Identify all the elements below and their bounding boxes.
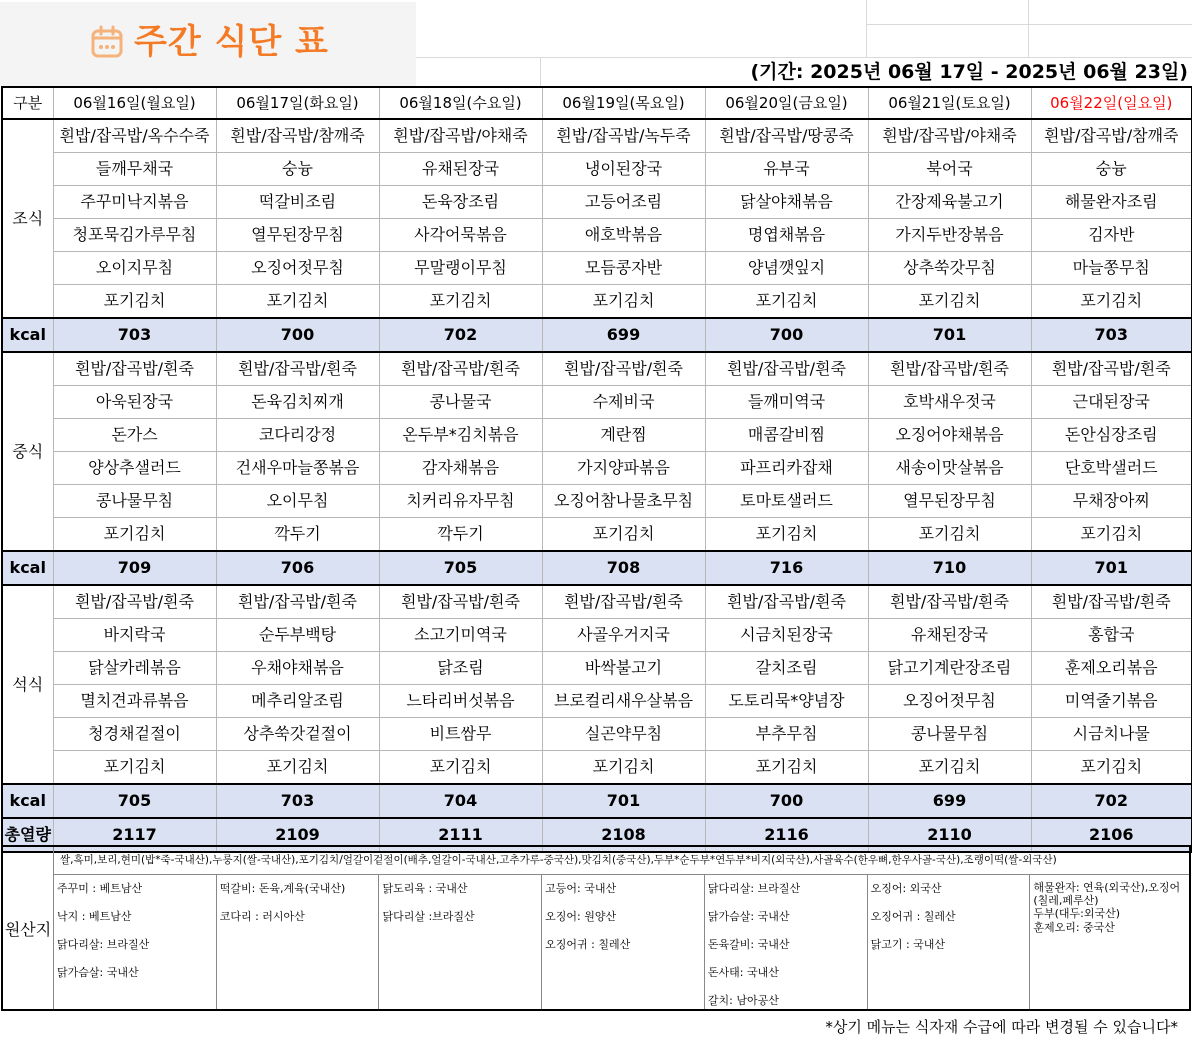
menu-item: 포기김치 — [542, 285, 705, 319]
menu-row — [2, 119, 1192, 153]
origin-entry: 닭다리살: 브라질산 — [57, 938, 150, 951]
menu-item: 아욱된장국 — [53, 386, 216, 419]
menu-item: 근대된장국 — [1031, 386, 1192, 419]
menu-row — [2, 352, 1192, 386]
menu-item: 흰밥/잡곡밥/흰죽 — [216, 352, 379, 386]
total-label: 총열량 — [2, 818, 53, 852]
origin-entry: 낙지 : 베트남산 — [57, 910, 132, 923]
origin-entry: 닭다리살 :브라질산 — [382, 910, 475, 923]
menu-item: 포기김치 — [1031, 751, 1192, 785]
menu-item: 사골우거지국 — [542, 619, 705, 652]
menu-item: 포기김치 — [1031, 285, 1192, 319]
menu-item: 포기김치 — [379, 751, 542, 785]
kcal-value: 710 — [868, 551, 1031, 585]
origin-entry: 고등어: 국내산 — [545, 882, 617, 895]
menu-item: 돈안심장조림 — [1031, 419, 1192, 452]
origin-column — [54, 875, 217, 1009]
menu-item: 포기김치 — [216, 751, 379, 785]
origin-column — [705, 875, 868, 1009]
menu-row — [2, 386, 1192, 419]
menu-item: 냉이된장국 — [542, 153, 705, 186]
menu-item: 열무된장무침 — [216, 219, 379, 252]
menu-item: 닭살카레볶음 — [53, 652, 216, 685]
total-value: 2108 — [542, 818, 705, 852]
menu-item: 흰밥/잡곡밥/녹두죽 — [542, 119, 705, 153]
kcal-value: 703 — [1031, 318, 1192, 352]
menu-item: 포기김치 — [379, 285, 542, 319]
menu-item: 포기김치 — [542, 518, 705, 552]
menu-item: 가지두반장볶음 — [868, 219, 1031, 252]
menu-item: 포기김치 — [53, 285, 216, 319]
menu-item: 비트쌈무 — [379, 718, 542, 751]
day-header: 06월21일(토요일) — [868, 87, 1031, 119]
kcal-row — [2, 784, 1192, 818]
menu-item: 깍두기 — [379, 518, 542, 552]
menu-item: 돈육김치찌개 — [216, 386, 379, 419]
total-value: 2110 — [868, 818, 1031, 852]
day-header: 06월22일(일요일) — [1031, 87, 1192, 119]
menu-item: 흰밥/잡곡밥/흰죽 — [868, 352, 1031, 386]
origin-entry: 닭도리육 : 국내산 — [382, 882, 468, 895]
menu-item: 닭고기계란장조림 — [868, 652, 1031, 685]
menu-item: 실곤약무침 — [542, 718, 705, 751]
menu-item: 바지락국 — [53, 619, 216, 652]
menu-item: 온두부*김치볶음 — [379, 419, 542, 452]
menu-item: 열무된장무침 — [868, 485, 1031, 518]
period-range: (기간: 2025년 06월 17일 - 2025년 06월 23일) — [750, 61, 1188, 83]
title-banner — [0, 2, 416, 86]
menu-row — [2, 452, 1192, 485]
origin-entry: 돈육갈비: 국내산 — [707, 938, 790, 951]
menu-item: 깍두기 — [216, 518, 379, 552]
menu-item: 흰밥/잡곡밥/흰죽 — [216, 585, 379, 619]
origin-entry: 오징어귀 : 칠레산 — [545, 938, 631, 951]
menu-item: 무말랭이무침 — [379, 252, 542, 285]
header-label: 구분 — [2, 87, 53, 119]
kcal-label: kcal — [2, 551, 53, 585]
menu-item: 흰밥/잡곡밥/참깨죽 — [216, 119, 379, 153]
menu-item: 흰밥/잡곡밥/흰죽 — [705, 585, 868, 619]
kcal-value: 708 — [542, 551, 705, 585]
menu-item: 포기김치 — [216, 285, 379, 319]
menu-item: 바싹불고기 — [542, 652, 705, 685]
menu-item: 건새우마늘쫑볶음 — [216, 452, 379, 485]
menu-row — [2, 718, 1192, 751]
menu-item: 포기김치 — [542, 751, 705, 785]
menu-item: 계란찜 — [542, 419, 705, 452]
menu-item: 해물완자조림 — [1031, 186, 1192, 219]
menu-item: 상추쑥갓무침 — [868, 252, 1031, 285]
menu-item: 유채된장국 — [379, 153, 542, 186]
menu-item: 포기김치 — [705, 285, 868, 319]
menu-item: 흰밥/잡곡밥/흰죽 — [379, 352, 542, 386]
kcal-value: 703 — [216, 784, 379, 818]
calendar-icon — [90, 25, 124, 59]
menu-item: 흰밥/잡곡밥/흰죽 — [1031, 352, 1192, 386]
menu-row — [2, 285, 1192, 319]
kcal-row — [2, 551, 1192, 585]
menu-table — [1, 86, 1192, 853]
menu-item: 흰밥/잡곡밥/흰죽 — [868, 585, 1031, 619]
origin-entry: 닭고기 : 국내산 — [870, 938, 946, 951]
menu-item: 감자채볶음 — [379, 452, 542, 485]
origin-column — [542, 875, 705, 1009]
origin-entry: 오징어: 외국산 — [870, 882, 942, 895]
kcal-value: 704 — [379, 784, 542, 818]
menu-row — [2, 652, 1192, 685]
menu-item: 유부국 — [705, 153, 868, 186]
origin-entry: 코다리 : 러시아산 — [219, 910, 305, 923]
menu-item: 갈치조림 — [705, 652, 868, 685]
menu-item: 부추무침 — [705, 718, 868, 751]
total-value: 2116 — [705, 818, 868, 852]
menu-item: 숭늉 — [216, 153, 379, 186]
kcal-value: 705 — [379, 551, 542, 585]
menu-item: 돈육장조림 — [379, 186, 542, 219]
day-header: 06월17일(화요일) — [216, 87, 379, 119]
kcal-value: 699 — [542, 318, 705, 352]
menu-item: 명엽채볶음 — [705, 219, 868, 252]
menu-row — [2, 751, 1192, 785]
menu-item: 콩나물무침 — [53, 485, 216, 518]
origin-entry: 닭가슴살: 국내산 — [707, 910, 790, 923]
kcal-value: 700 — [216, 318, 379, 352]
menu-item: 포기김치 — [868, 285, 1031, 319]
kcal-value: 703 — [53, 318, 216, 352]
menu-item: 포기김치 — [53, 751, 216, 785]
kcal-label: kcal — [2, 784, 53, 818]
menu-item: 코다리강정 — [216, 419, 379, 452]
menu-item: 청경채겉절이 — [53, 718, 216, 751]
origin-entry: 갈치: 남아공산 — [707, 994, 779, 1007]
menu-row — [2, 485, 1192, 518]
menu-item: 도토리묵*양념장 — [705, 685, 868, 718]
origin-column — [217, 875, 380, 1009]
origin-entry: 돈사태: 국내산 — [707, 966, 779, 979]
menu-item: 사각어묵볶음 — [379, 219, 542, 252]
menu-item: 호박새우젓국 — [868, 386, 1031, 419]
origin-entry: 닭가슴살: 국내산 — [57, 966, 139, 979]
menu-item: 시금치된장국 — [705, 619, 868, 652]
menu-item: 가지양파볶음 — [542, 452, 705, 485]
meal-label: 석식 — [2, 585, 53, 784]
menu-row — [2, 186, 1192, 219]
menu-item: 김자반 — [1031, 219, 1192, 252]
origin-entry: 두부(대두:외국산) — [1033, 907, 1120, 920]
menu-item: 홍합국 — [1031, 619, 1192, 652]
origin-entry: 오징어: 원양산 — [545, 910, 617, 923]
menu-item: 오이무침 — [216, 485, 379, 518]
origin-entry: 주꾸미 : 베트남산 — [57, 882, 143, 895]
menu-item: 흰밥/잡곡밥/흰죽 — [542, 352, 705, 386]
menu-row — [2, 685, 1192, 718]
total-value: 2111 — [379, 818, 542, 852]
menu-item: 흰밥/잡곡밥/흰죽 — [53, 585, 216, 619]
menu-item: 치커리유자무침 — [379, 485, 542, 518]
menu-item: 토마토샐러드 — [705, 485, 868, 518]
origin-entry: 떡갈비: 돈육,계육(국내산) — [219, 882, 346, 895]
menu-item: 순두부백탕 — [216, 619, 379, 652]
menu-row — [2, 419, 1192, 452]
menu-item: 멸치견과류볶음 — [53, 685, 216, 718]
menu-item: 닭살야채볶음 — [705, 186, 868, 219]
meal-label: 조식 — [2, 119, 53, 318]
origin-common: 쌀,흑미,보리,현미(밥*죽-국내산),누룽지(쌀-국내산),포기김치/얼갈이겉절이(배추,얼갈이-국내산,고추가루-중국산),맛김치(중국산),두부*순두부*연두부*비지(외국산),사골육수(한우뼈,한우사골-국산),조랭이떡(쌀-외국산) — [54, 847, 1189, 875]
menu-row — [2, 585, 1192, 619]
kcal-value: 701 — [868, 318, 1031, 352]
kcal-value: 699 — [868, 784, 1031, 818]
menu-item: 시금치나물 — [1031, 718, 1192, 751]
menu-item: 흰밥/잡곡밥/흰죽 — [542, 585, 705, 619]
origin-section — [1, 845, 1191, 1011]
origin-entry: 닭다리살: 브라질산 — [707, 882, 801, 895]
kcal-row — [2, 318, 1192, 352]
menu-item: 포기김치 — [705, 518, 868, 552]
origin-label: 원산지 — [3, 847, 54, 1009]
day-header: 06월18일(수요일) — [379, 87, 542, 119]
menu-item: 우채야채볶음 — [216, 652, 379, 685]
menu-item: 포기김치 — [705, 751, 868, 785]
kcal-value: 702 — [379, 318, 542, 352]
menu-item: 흰밥/잡곡밥/흰죽 — [379, 585, 542, 619]
menu-item: 흰밥/잡곡밥/참깨죽 — [1031, 119, 1192, 153]
menu-item: 오징어젓무침 — [216, 252, 379, 285]
header-row — [2, 87, 1192, 119]
menu-item: 오징어참나물초무침 — [542, 485, 705, 518]
menu-item: 파프리카잡채 — [705, 452, 868, 485]
menu-item: 단호박샐러드 — [1031, 452, 1192, 485]
kcal-value: 701 — [542, 784, 705, 818]
menu-row — [2, 153, 1192, 186]
menu-item: 애호박볶음 — [542, 219, 705, 252]
menu-row — [2, 518, 1192, 552]
kcal-value: 709 — [53, 551, 216, 585]
origin-columns — [54, 875, 1189, 1009]
menu-item: 소고기미역국 — [379, 619, 542, 652]
menu-item: 오징어젓무침 — [868, 685, 1031, 718]
menu-item: 양상추샐러드 — [53, 452, 216, 485]
menu-item: 흰밥/잡곡밥/야채죽 — [868, 119, 1031, 153]
footnote: *상기 메뉴는 식자재 수급에 따라 변경될 수 있습니다* — [825, 1018, 1178, 1036]
menu-item: 간장제육불고기 — [868, 186, 1031, 219]
menu-item: 떡갈비조림 — [216, 186, 379, 219]
origin-column — [868, 875, 1031, 1009]
kcal-value: 700 — [705, 784, 868, 818]
kcal-value: 706 — [216, 551, 379, 585]
menu-item: 흰밥/잡곡밥/흰죽 — [53, 352, 216, 386]
menu-item: 흰밥/잡곡밥/옥수수죽 — [53, 119, 216, 153]
menu-item: 흰밥/잡곡밥/흰죽 — [1031, 585, 1192, 619]
origin-column — [379, 875, 542, 1009]
menu-row — [2, 219, 1192, 252]
menu-item: 흰밥/잡곡밥/흰죽 — [705, 352, 868, 386]
menu-item: 콩나물국 — [379, 386, 542, 419]
menu-item: 유채된장국 — [868, 619, 1031, 652]
menu-item: 들깨미역국 — [705, 386, 868, 419]
menu-item: 메추리알조림 — [216, 685, 379, 718]
menu-item: 미역줄기볶음 — [1031, 685, 1192, 718]
menu-item: 새송이맛살볶음 — [868, 452, 1031, 485]
menu-item: 브로컬리새우살볶음 — [542, 685, 705, 718]
menu-item: 돈가스 — [53, 419, 216, 452]
kcal-value: 702 — [1031, 784, 1192, 818]
menu-item: 무채장아찌 — [1031, 485, 1192, 518]
kcal-value: 705 — [53, 784, 216, 818]
day-header: 06월16일(월요일) — [53, 87, 216, 119]
menu-item: 포기김치 — [1031, 518, 1192, 552]
total-value: 2117 — [53, 818, 216, 852]
menu-item: 흰밥/잡곡밥/야채죽 — [379, 119, 542, 153]
kcal-label: kcal — [2, 318, 53, 352]
menu-item: 오이지무침 — [53, 252, 216, 285]
menu-item: 청포묵김가루무침 — [53, 219, 216, 252]
menu-item: 포기김치 — [53, 518, 216, 552]
menu-item: 들깨무채국 — [53, 153, 216, 186]
day-header: 06월19일(목요일) — [542, 87, 705, 119]
origin-entry: 훈제오리: 중국산 — [1033, 921, 1115, 934]
menu-item: 매콤갈비찜 — [705, 419, 868, 452]
menu-row — [2, 252, 1192, 285]
menu-item: 흰밥/잡곡밥/땅콩죽 — [705, 119, 868, 153]
menu-item: 포기김치 — [868, 751, 1031, 785]
menu-item: 수제비국 — [542, 386, 705, 419]
menu-item: 느타리버섯볶음 — [379, 685, 542, 718]
menu-item: 훈제오리볶음 — [1031, 652, 1192, 685]
menu-item: 마늘쫑무침 — [1031, 252, 1192, 285]
menu-item: 모듬콩자반 — [542, 252, 705, 285]
menu-item: 콩나물무침 — [868, 718, 1031, 751]
origin-entry: 해물완자: 연육(외국산),오징어(칠레,페루산) — [1033, 881, 1181, 907]
kcal-value: 701 — [1031, 551, 1192, 585]
origin-column — [1030, 875, 1189, 1009]
day-header: 06월20일(금요일) — [705, 87, 868, 119]
total-value: 2106 — [1031, 818, 1192, 852]
menu-item: 북어국 — [868, 153, 1031, 186]
menu-row — [2, 619, 1192, 652]
page-title: 주간 식단 표 — [134, 22, 329, 62]
menu-item: 숭늉 — [1031, 153, 1192, 186]
total-value: 2109 — [216, 818, 379, 852]
menu-item: 닭조림 — [379, 652, 542, 685]
kcal-value: 700 — [705, 318, 868, 352]
menu-item: 오징어야채볶음 — [868, 419, 1031, 452]
menu-item: 고등어조림 — [542, 186, 705, 219]
origin-entry: 오징어귀 : 칠레산 — [870, 910, 956, 923]
menu-item: 포기김치 — [868, 518, 1031, 552]
menu-item: 양념깻잎지 — [705, 252, 868, 285]
menu-item: 주꾸미낙지볶음 — [53, 186, 216, 219]
kcal-value: 716 — [705, 551, 868, 585]
menu-item: 상추쑥갓겉절이 — [216, 718, 379, 751]
meal-label: 중식 — [2, 352, 53, 551]
